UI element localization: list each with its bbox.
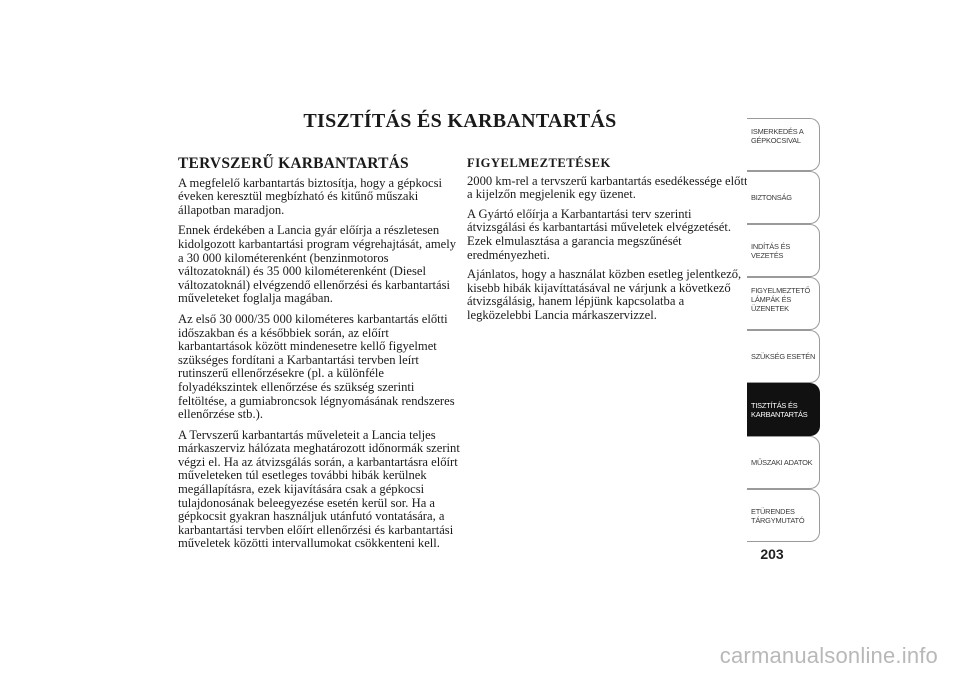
body-paragraph: A megfelelő karbantartás biztosítja, hogy a gépkocsi éveken keresztül megbízható és kitűnő műszaki állapotban maradjon. [178, 175, 443, 217]
tab-label: MŰSZAKI ADATOK [751, 458, 813, 467]
page-number: 203 [760, 546, 784, 562]
tab-figyelmezteto[interactable] [747, 277, 820, 330]
section-heading: TERVSZERŰ KARBANTARTÁS [178, 155, 409, 172]
tab-label: INDÍTÁS ÉS VEZETÉS [751, 241, 791, 260]
tab-biztonsag[interactable] [747, 171, 820, 224]
chapter-tabs [747, 118, 820, 542]
tab-label: ISMERKEDÉS A GÉPKOCSIVAL [751, 127, 804, 145]
watermark: carmanualsonline.info [719, 643, 938, 668]
warning-paragraph: A Gyártó előírja a Karbantartási terv szerinti átvizsgálási és karbantartási műveletek elvégzetését. Ezek elmulasztása a garancia megszűnését eredményezheti. [467, 206, 732, 262]
tab-tisztitas-active[interactable] [747, 383, 820, 436]
tab-label: SZÜKSÉG ESETÉN [751, 352, 816, 361]
tab-targymutato[interactable] [747, 489, 820, 542]
warnings-heading: FIGYELMEZTETÉSEK [467, 156, 611, 170]
tab-szukseg[interactable] [747, 330, 820, 383]
left-column [178, 157, 460, 558]
tab-label: FIGYELMEZTETŐ LÁMPÁK ÉS ÜZENETEK [751, 286, 810, 313]
body-paragraph: Ennek érdekében a Lancia gyár előírja a részletesen kidolgozott karbantartási program végrehajtását, amely a 30 000 kilométerenként (benzinmotoros változatoknál) és 35 000 kilométerenként (Diesel változatoknál) elvégzendő ellenőrzési és karbantartási műveleteket foglalja magában. [178, 223, 457, 306]
tab-ismerkedes[interactable] [747, 118, 820, 171]
tab-label: ETÜRENDES TÁRGYMUTATÓ [751, 506, 805, 525]
body-paragraph: A Tervszerű karbantartás műveleteit a Lancia teljes márkaszerviz hálózata meghatározott időnormák szerint végzi el. Ha az átvizsgálás során, a karbantartásra előírt műveleteken túl esetleges további hibák kerülnek megállapításra, ezek kijavítására csak a gépkocsi tulajdonosának beleegyezése esetén kerül sor. Ha a gépkocsit gyakran használjuk utánfutó vontatására, a karbantartási tervben előírt ellenőrzési és karbantartási műveletek közötti intervallumokat csökkenteni kell. [178, 427, 460, 551]
warning-paragraph: 2000 km-rel a tervszerű karbantartás esedékessége előtt a kijelzőn megjelenik egy üzenet. [467, 173, 748, 202]
tab-label: BIZTONSÁG [751, 193, 792, 202]
warning-paragraph: Ajánlatos, hogy a használat közben esetleg jelentkező, kisebb hibák kijavíttatásával ne várjunk a következő átvizsgálásig, hanem lépjünk kapcsolatba a legközelebbi Lancia márkaszervizzel. [467, 267, 742, 322]
tab-muszaki[interactable] [747, 436, 820, 489]
tab-label: TISZTÍTÁS ÉS KARBANTARTÁS [751, 400, 808, 419]
page-title: TISZTÍTÁS ÉS KARBANTARTÁS [303, 110, 617, 132]
body-paragraph: Az első 30 000/35 000 kilométeres karbantartás előtti időszakban és a későbbiek során, az előírt karbantartások között mindenesetre kellő figyelmet szükséges fordítani a Karbantartási tervben leírt rutinszerű ellenőrzésekre (pl. a különféle folyadékszintek ellenőrzése és szükség szerinti feltöltése, a gumiabroncsok légnyomásának rendszeres ellenőrzése stb.). [178, 311, 455, 422]
warnings-box [467, 157, 749, 329]
tab-inditas[interactable] [747, 224, 820, 277]
